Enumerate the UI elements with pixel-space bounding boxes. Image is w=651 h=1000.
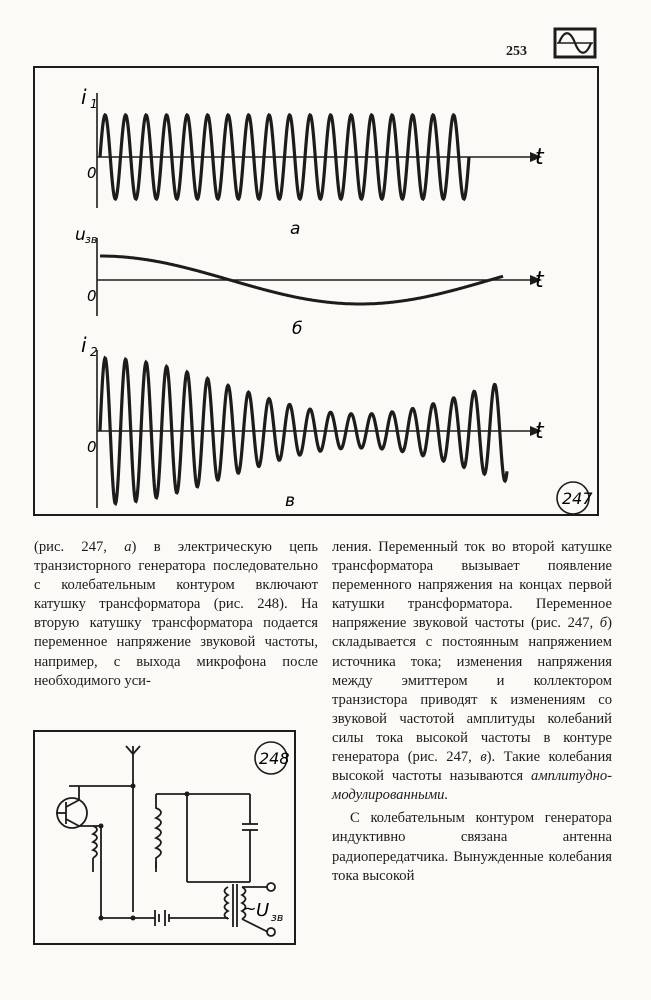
- caption-c: в: [285, 491, 296, 511]
- sine-wave-icon: [552, 26, 598, 60]
- figure-248: [33, 730, 296, 945]
- t-a: t: [535, 145, 544, 170]
- zero-a: 0: [87, 164, 97, 182]
- label-u-sub: зв: [85, 233, 98, 246]
- page-number: 253: [506, 44, 527, 59]
- tilde-label: ~: [243, 899, 257, 918]
- text-right-3: ). Такие колебания высокой частоты называются: [332, 749, 612, 785]
- figure-248-number: 248: [259, 749, 290, 768]
- text-right-p2: С колебательным контуром генератора индуктивно связана антенна радиопередатчика. Вынужденные колебания тока высокой: [332, 810, 612, 884]
- text-right-term: амплитудно-модулированными.: [332, 768, 612, 804]
- caption-a: а: [290, 219, 301, 239]
- zero-b: 0: [87, 287, 97, 305]
- text-right-ref-b: б: [599, 615, 608, 632]
- u-sub-label: зв: [271, 911, 284, 924]
- label-i1: i: [81, 85, 87, 109]
- zero-c: 0: [87, 438, 97, 456]
- u-label: U: [256, 900, 270, 921]
- label-u: u: [75, 225, 86, 245]
- text-left-2: ) в электрическую цепь транзисторного генератора последовательно с колебательным контуром включают катушку трансформатора (рис. 248). На вторую катушку трансформатора подается переменное напряжение звуковой частоты, например, с выхода микрофона после необходимого уси-: [34, 539, 318, 689]
- figure-247-number: 247: [562, 489, 593, 508]
- label-i2-sub: 2: [90, 345, 98, 359]
- text-right-2: ) складывается с постоянным напряжением источника тока; изменения напряжения между эмиттером и коллектором транзистора приводят к изменениям со звуковой частотой амплитуды колебаний силы тока высокой частоты в контуре генератора (рис. 247,: [332, 615, 612, 766]
- caption-b: б: [292, 319, 303, 339]
- text-right-1: ления. Переменный ток во второй катушке трансформатора вызывает появление переменного напряжения на концах первой катушки трансформатора. Переменное напряжение звуковой частоты (рис. 247,: [332, 539, 612, 632]
- text-column-right: [332, 538, 612, 886]
- label-i1-sub: 1: [90, 97, 98, 111]
- label-i2: i: [81, 333, 87, 357]
- text-left-1: (рис. 247,: [34, 539, 125, 555]
- figure-247: [33, 66, 599, 516]
- text-right-ref-c: в: [480, 749, 487, 766]
- t-c: t: [535, 419, 544, 444]
- text-left-ref: а: [124, 539, 132, 555]
- text-column-left: [34, 538, 318, 691]
- t-b: t: [535, 268, 544, 293]
